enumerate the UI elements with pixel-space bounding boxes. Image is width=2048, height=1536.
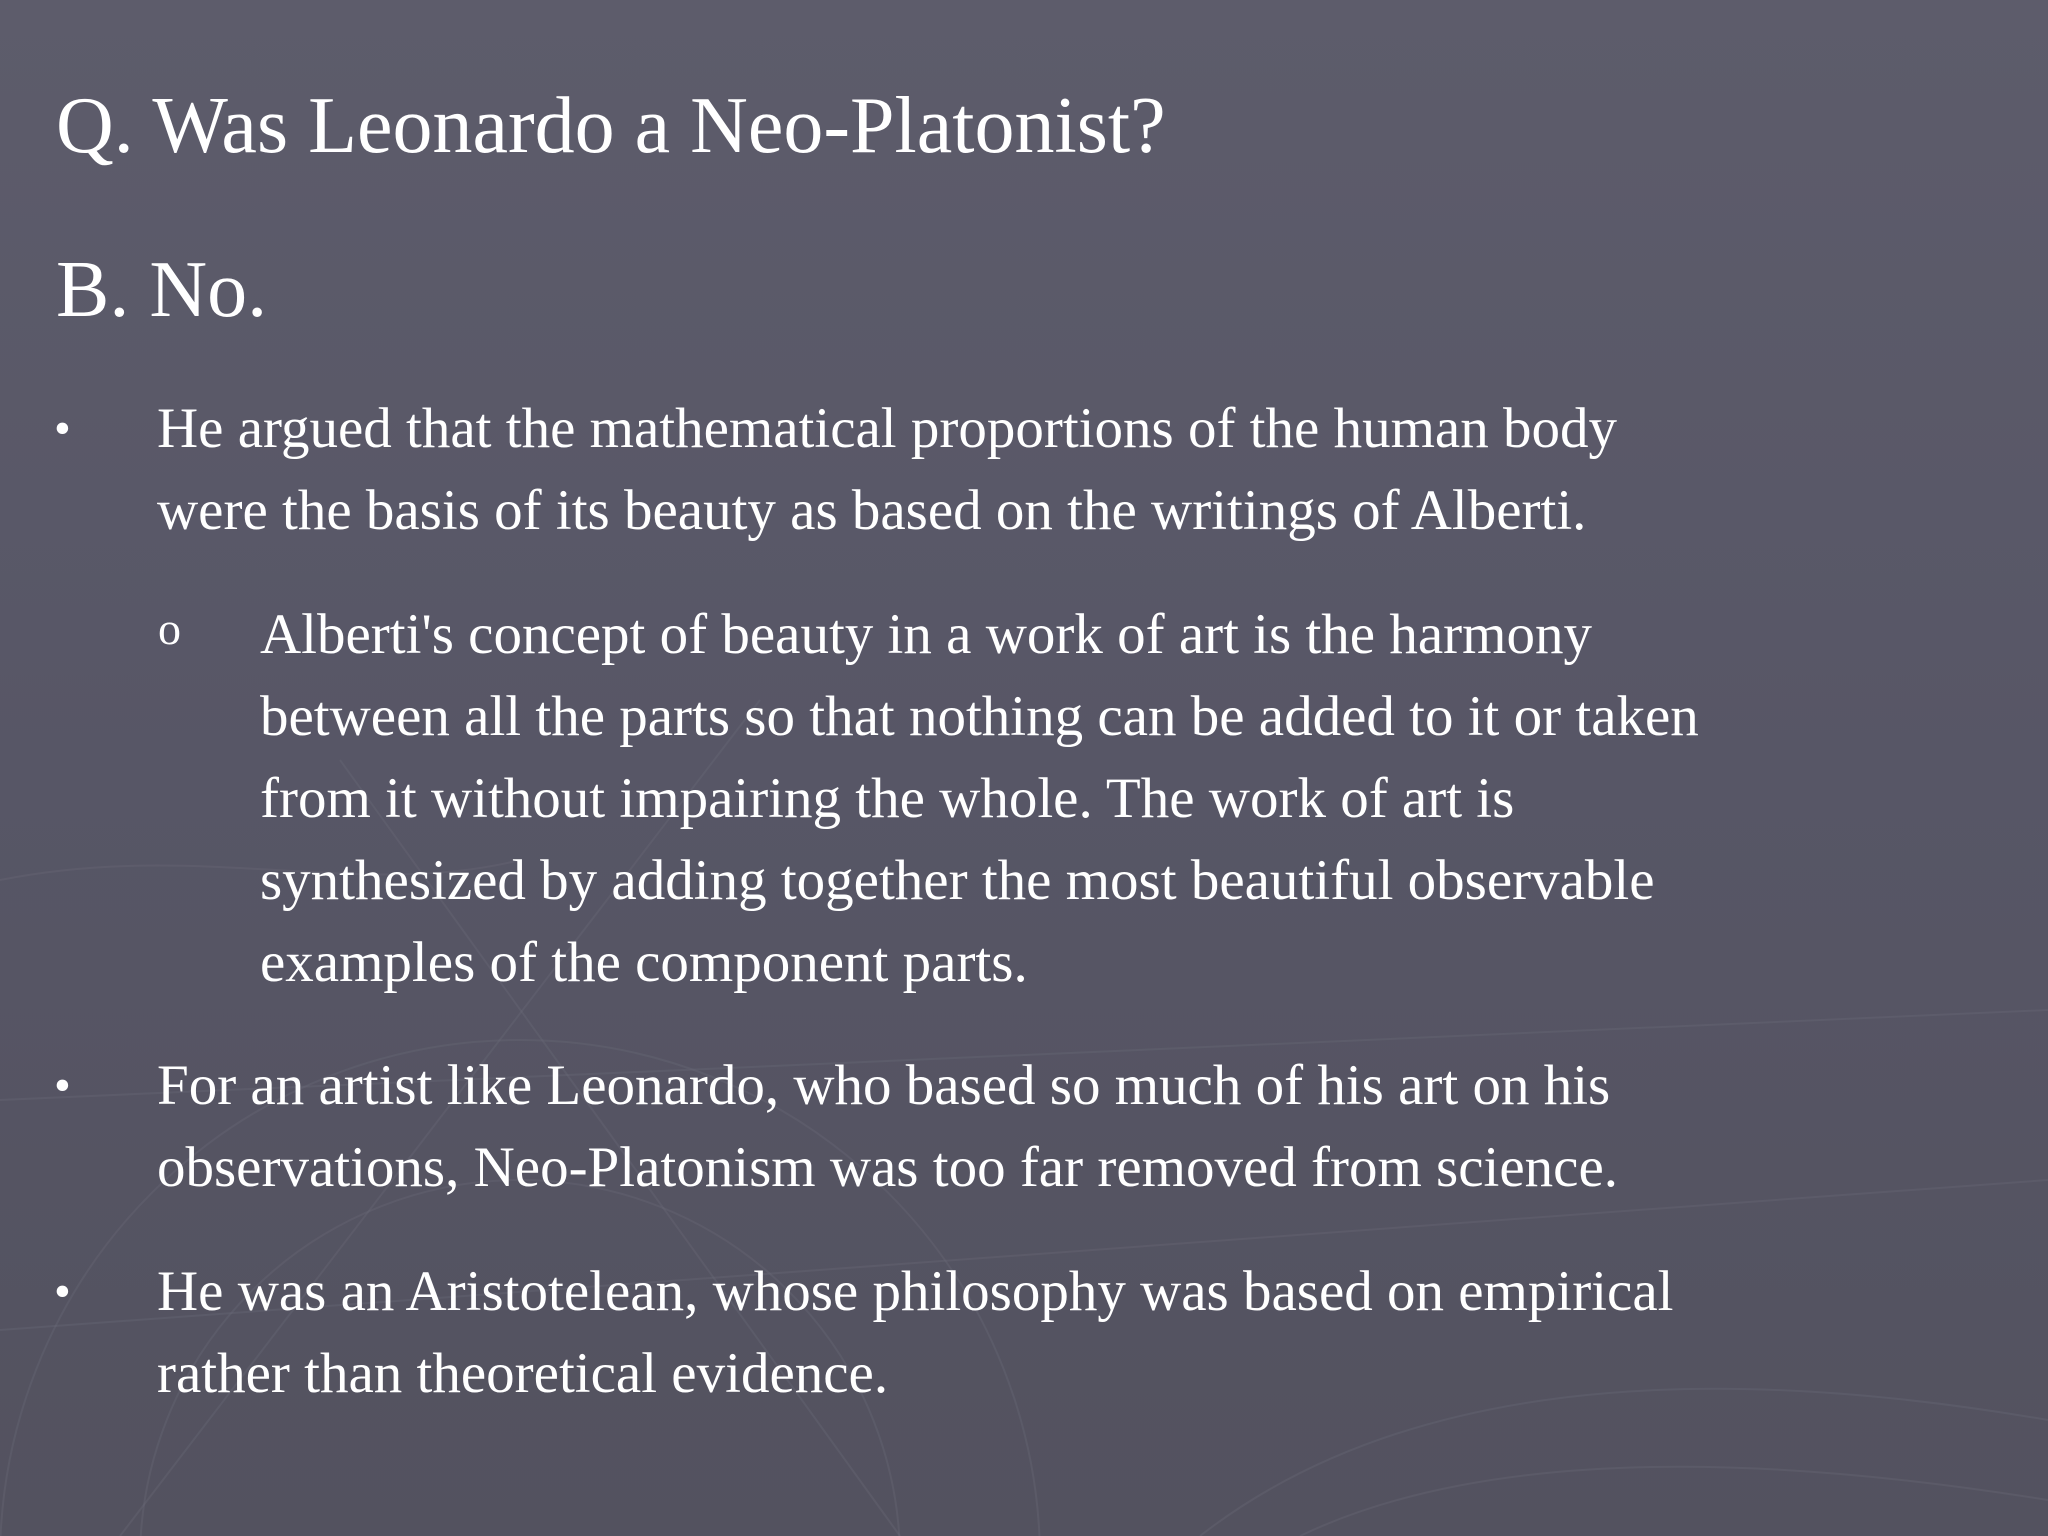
sub-bullet-line-2: between all the parts so that nothing can be added to it or taken bbox=[260, 685, 1699, 748]
sub-bullet-line-1: Alberti's concept of beauty in a work of art is the harmony bbox=[260, 603, 1592, 666]
bullet-2-line-2: observations, Neo-Platonism was too far removed from science. bbox=[157, 1136, 1619, 1199]
slide-question: Q. Was Leonardo a Neo-Platonist? bbox=[56, 82, 1166, 170]
sub-bullet-line-4: synthesized by adding together the most beautiful observable bbox=[260, 849, 1655, 912]
bullet-3-line-2: rather than theoretical evidence. bbox=[157, 1342, 889, 1405]
bullet-3-line-1: He was an Aristotelean, whose philosophy was based on empirical bbox=[157, 1260, 1674, 1323]
bullet-1-line-2: were the basis of its beauty as based on the writings of Alberti. bbox=[157, 479, 1587, 542]
bullet-1-line-1: He argued that the mathematical proportions of the human body bbox=[157, 397, 1617, 460]
slide-answer: B. No. bbox=[56, 246, 268, 334]
bullet-2-line-1: For an artist like Leonardo, who based so much of his art on his bbox=[157, 1054, 1611, 1117]
bullet-marker: • bbox=[54, 402, 71, 455]
bullet-marker: • bbox=[54, 1059, 71, 1112]
bullet-marker: • bbox=[54, 1265, 71, 1318]
sub-bullet-marker: o bbox=[158, 603, 181, 654]
sub-bullet-line-3: from it without impairing the whole. The work of art is bbox=[260, 767, 1515, 830]
sub-bullet-line-5: examples of the component parts. bbox=[260, 931, 1028, 994]
